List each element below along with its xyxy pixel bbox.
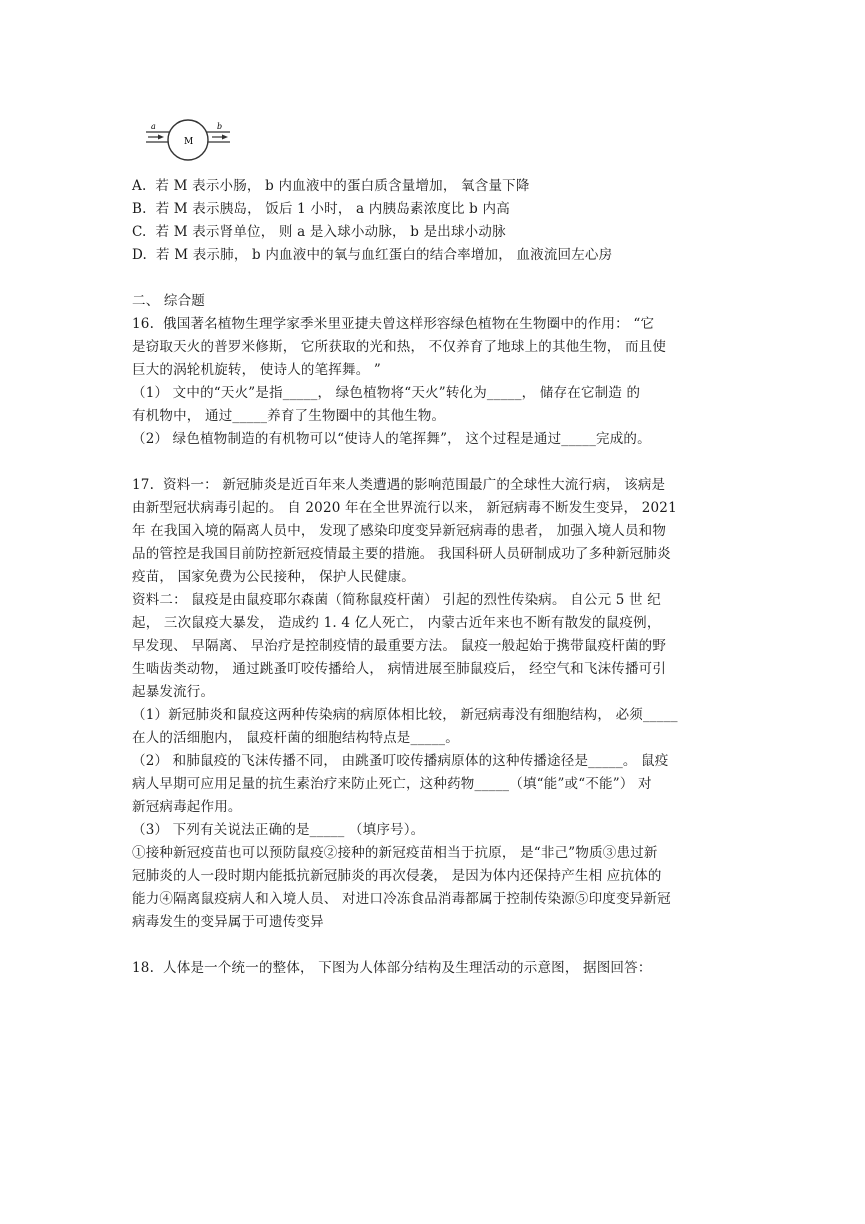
q17-line: （3） 下列有关说法正确的是_____ （填序号）。 [132,822,425,838]
q17-line: （2） 和肺鼠疫的飞沫传播不同， 由跳蚤叮咬传播病原体的这种传播途径是_____。 鼠疫 [132,753,669,769]
q18-line: 18. 人体是一个统一的整体， 下图为人体部分结构及生理活动的示意图， 据图回答： [132,960,652,976]
option-d: D. 若 M 表示肺， b 内血液中的氧与血红蛋白的结合率增加， 血液流回左心房 [132,247,613,263]
q17-line: 起， 三次鼠疫大暴发， 造成约 1. 4 亿人死亡， 内蒙古近年来也不断有散发的鼠疫例， [132,615,661,631]
q17-line: 病人早期可应用足量的抗生素治疗来防止死亡，这种药物_____（填“能”或“不能”） 对 [132,776,652,792]
q17-line: 17. 资料一： 新冠肺炎是近百年来人类遭遇的影响范围最广的全球性大流行病， 该病是 [132,477,666,493]
q17-line: 由新型冠状病毒引起的。 自 2020 年在全世界流行以来， 新冠病毒不断发生变异， 2021 [132,500,677,516]
q16-line: 有机物中， 通过_____养育了生物圈中的其他生物。 [132,408,446,424]
q16-line: （2） 绿色植物制造的有机物可以“使诗人的笔挥舞”， 这个过程是通过_____完成的。 [132,431,651,447]
section-title: 二、 综合题 [132,293,205,309]
q17-line: 能力④隔离鼠疫病人和入境人员、 对进口冷冻食品消毒都属于控制传染源⑤印度变异新冠 [132,891,671,907]
label-b: b [217,122,223,131]
q17-line: 病毒发生的变异属于可遗传变异 [132,914,324,930]
label-m: M [184,137,194,147]
q17-line: 在人的活细胞内， 鼠疫杆菌的细胞结构特点是_____。 [132,730,459,746]
q17-line: 疫苗， 国家免费为公民接种， 保护人民健康。 [132,569,415,585]
q16-line: 是窃取天火的普罗米修斯， 它所获取的光和热， 不仅养育了地球上的其他生物， 而且使 [132,339,667,355]
option-a: A. 若 M 表示小肠， b 内血液中的蛋白质含量增加， 氧含量下降 [132,178,530,194]
q17-line: 资料二： 鼠疫是由鼠疫耶尔森菌（简称鼠疫杆菌） 引起的烈性传染病。 自公元 5 世 纪 [132,592,661,608]
q17-line: 生啮齿类动物， 通过跳蚤叮咬传播给人， 病情进展至肺鼠疫后， 经空气和飞沫传播可引 [132,661,667,677]
q17-line: 品的管控是我国目前防控新冠疫情最主要的措施。 我国科研人员研制成功了多种新冠肺炎 [132,546,671,562]
q17-line: 早发现、 早隔离、 早治疗是控制疫情的最重要方法。 鼠疫一般起始于携带鼠疫杆菌的野 [132,638,667,654]
option-b: B. 若 M 表示胰岛， 饭后 1 小时， a 内胰岛素浓度比 b 内高 [132,201,510,217]
q16-line: 巨大的涡轮机旋转， 使诗人的笔挥舞。 ” [132,362,381,378]
q17-line: 起暴发流行。 [132,684,215,700]
q17-line: ①接种新冠疫苗也可以预防鼠疫②接种的新冠疫苗相当于抗原， 是“非己”物质③患过新 [132,845,658,861]
q17-line: 年 在我国入境的隔离人员中， 发现了感染印度变异新冠病毒的患者， 加强入境人员和物 [132,523,667,539]
q17-line: 新冠病毒起作用。 [132,799,242,815]
q17-line: （1）新冠肺炎和鼠疫这两种传染病的病原体相比较， 新冠病毒没有细胞结构， 必须_____ [132,707,678,723]
q16-line: 16. 俄国著名植物生理学家季米里亚捷夫曾这样形容绿色植物在生物圈中的作用： “它 [132,316,655,332]
blood-flow-diagram [138,118,238,168]
option-c: C. 若 M 表示肾单位， 则 a 是入球小动脉， b 是出球小动脉 [132,224,506,240]
label-a: a [151,122,156,131]
q17-line: 冠肺炎的人一段时期内能抵抗新冠肺炎的再次侵袭， 是因为体内还保持产生相 应抗体的 [132,868,662,884]
q16-line: （1） 文中的“天火”是指_____， 绿色植物将“天火”转化为_____， 储存在它制造 的 [132,385,641,401]
